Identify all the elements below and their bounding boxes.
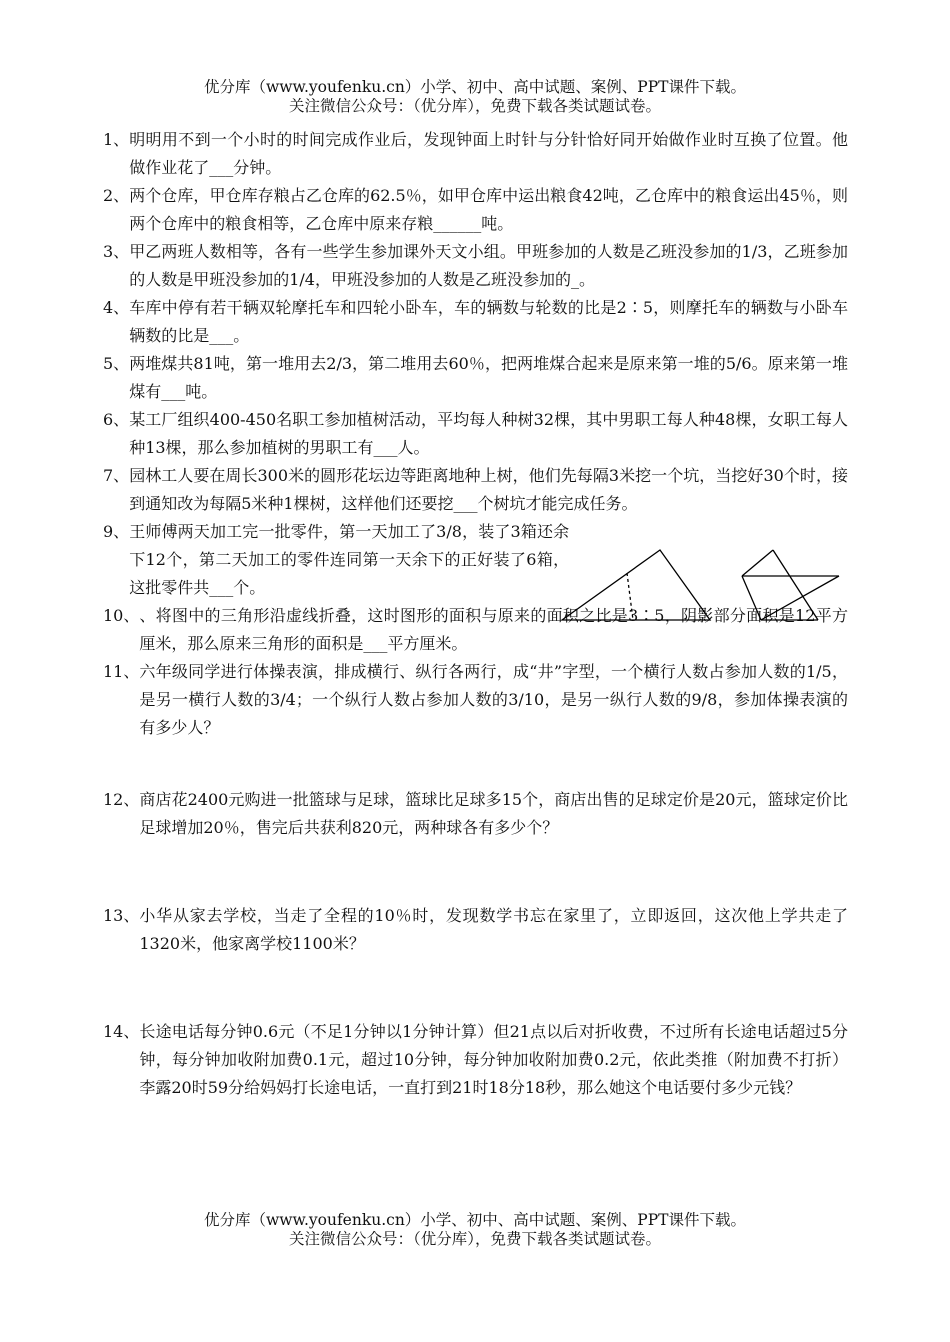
folded-edge (761, 576, 839, 620)
question-text: 某工厂组织400-450名职工参加植树活动，平均每人种树32棵，其中男职工每人种48棵，女职工每人种13棵，那么参加植树的男职工有___人。 (129, 410, 848, 457)
question-1 (103, 126, 848, 182)
question-text: 明明用不到一个小时的时间完成作业后，发现钟面上时针与分针恰好同开始做作业时互换了位置。他做作业花了___分钟。 (129, 130, 848, 177)
question-number: 2、 (103, 186, 130, 205)
question-2 (103, 182, 848, 238)
question-text: 车库中停有若干辆双轮摩托车和四轮小卧车，车的辆数与轮数的比是2∶5，则摩托车的辆数与小卧车辆数的比是___。 (129, 298, 848, 345)
fold-dashed-line (627, 573, 633, 620)
answer-space (103, 742, 848, 786)
folded-triangle (742, 550, 839, 620)
question-3 (103, 238, 848, 294)
question-12 (103, 786, 848, 842)
question-text: 甲乙两班人数相等，各有一些学生参加课外天文小组。甲班参加的人数是乙班没参加的1/3，乙班参加的人数是甲班没参加的1/4，甲班没参加的人数是乙班没参加的_。 (129, 242, 848, 289)
question-text: 小华从家去学校，当走了全程的10％时，发现数学书忘在家里了，立即返回，这次他上学共走了1320米，他家离学校1100米？ (139, 906, 848, 953)
folded-edge (742, 576, 761, 620)
answer-space (103, 842, 848, 902)
question-7 (103, 462, 848, 518)
question-text: 商店花2400元购进一批篮球与足球，篮球比足球多15个，商店出售的足球定价是20元，篮球定价比足球增加20％，售完后共获利820元，两种球各有多少个？ (139, 790, 848, 837)
question-6 (103, 406, 848, 462)
question-text: 两个仓库，甲仓库存粮占乙仓库的62.5％，如甲仓库中运出粮食42吨，乙仓库中的粮食运出45％，则两个仓库中的粮食相等，乙仓库中原来存粮______吨。 (129, 186, 848, 233)
question-number: 9、 (103, 522, 130, 541)
original-triangle (562, 550, 710, 620)
triangle-outline (562, 550, 710, 620)
question-number: 12、 (103, 790, 140, 809)
question-text: 两堆煤共81吨，第一堆用去2/3，第二堆用去60％，把两堆煤合起来是原来第一堆的5/6。原来第一堆煤有___吨。 (129, 354, 848, 401)
question-number: 10、 (103, 606, 140, 625)
question-5 (103, 350, 848, 406)
question-number: 5、 (103, 354, 130, 373)
answer-space (103, 958, 848, 1018)
footer-line-1: 优分库（www.youfenku.cn）小学、初中、高中试题、案例、PPT课件下载。 (203, 1211, 747, 1229)
folded-edge (742, 550, 773, 576)
question-text: 、将图中的三角形沿虚线折叠，这时图形的面积与原来的面积之比是3∶5，阴影部分面积是12平方厘米，那么原来三角形的面积是___平方厘米。 (139, 606, 848, 653)
page-header (0, 78, 950, 116)
question-13 (103, 902, 848, 958)
page-footer (0, 1211, 950, 1249)
question-number: 6、 (103, 410, 130, 429)
question-14 (103, 1018, 848, 1102)
question-number: 4、 (103, 298, 130, 317)
question-11 (103, 658, 848, 742)
question-number: 3、 (103, 242, 130, 261)
question-4 (103, 294, 848, 350)
header-line-1: 优分库（www.youfenku.cn）小学、初中、高中试题、案例、PPT课件下载。 (203, 78, 747, 96)
question-text: 王师傅两天加工完一批零件，第一天加工了3/8，装了3箱还余下12个，第二天加工的零件连同第一天余下的正好装了6箱，这批零件共___个。 (129, 522, 570, 597)
question-text: 园林工人要在周长300米的圆形花坛边等距离地种上树，他们先每隔3米挖一个坑，当挖好30个时，接到通知改为每隔5米种1棵树，这样他们还要挖___个树坑才能完成任务。 (129, 466, 848, 513)
triangle-fold-figure (560, 548, 850, 628)
question-number: 13、 (103, 906, 140, 925)
question-number: 11、 (103, 662, 140, 681)
header-line-2: 关注微信公众号：（优分库），免费下载各类试题试卷。 (288, 97, 661, 115)
question-text: 六年级同学进行体操表演，排成横行、纵行各两行，成“井”字型，一个横行人数占参加人数的1/5，是另一横行人数的3/4；一个纵行人数占参加人数的3/10，是另一纵行人数的9/8，参加体操表演的有多少人？ (139, 662, 848, 737)
question-number: 14、 (103, 1022, 140, 1041)
footer-line-2: 关注微信公众号：（优分库），免费下载各类试题试卷。 (288, 1230, 661, 1248)
question-text: 长途电话每分钟0.6元（不足1分钟以1分钟计算）但21点以后对折收费，不过所有长途电话超过5分钟，每分钟加收附加费0.1元，超过10分钟，每分钟加收附加费0.2元，依此类推（附加费不打折）李露20时59分给妈妈打长途电话，一直打到21时18分18秒，那么她这个电话要付多少元钱？ (139, 1022, 848, 1097)
question-number: 7、 (103, 466, 130, 485)
question-number: 1、 (103, 130, 130, 149)
